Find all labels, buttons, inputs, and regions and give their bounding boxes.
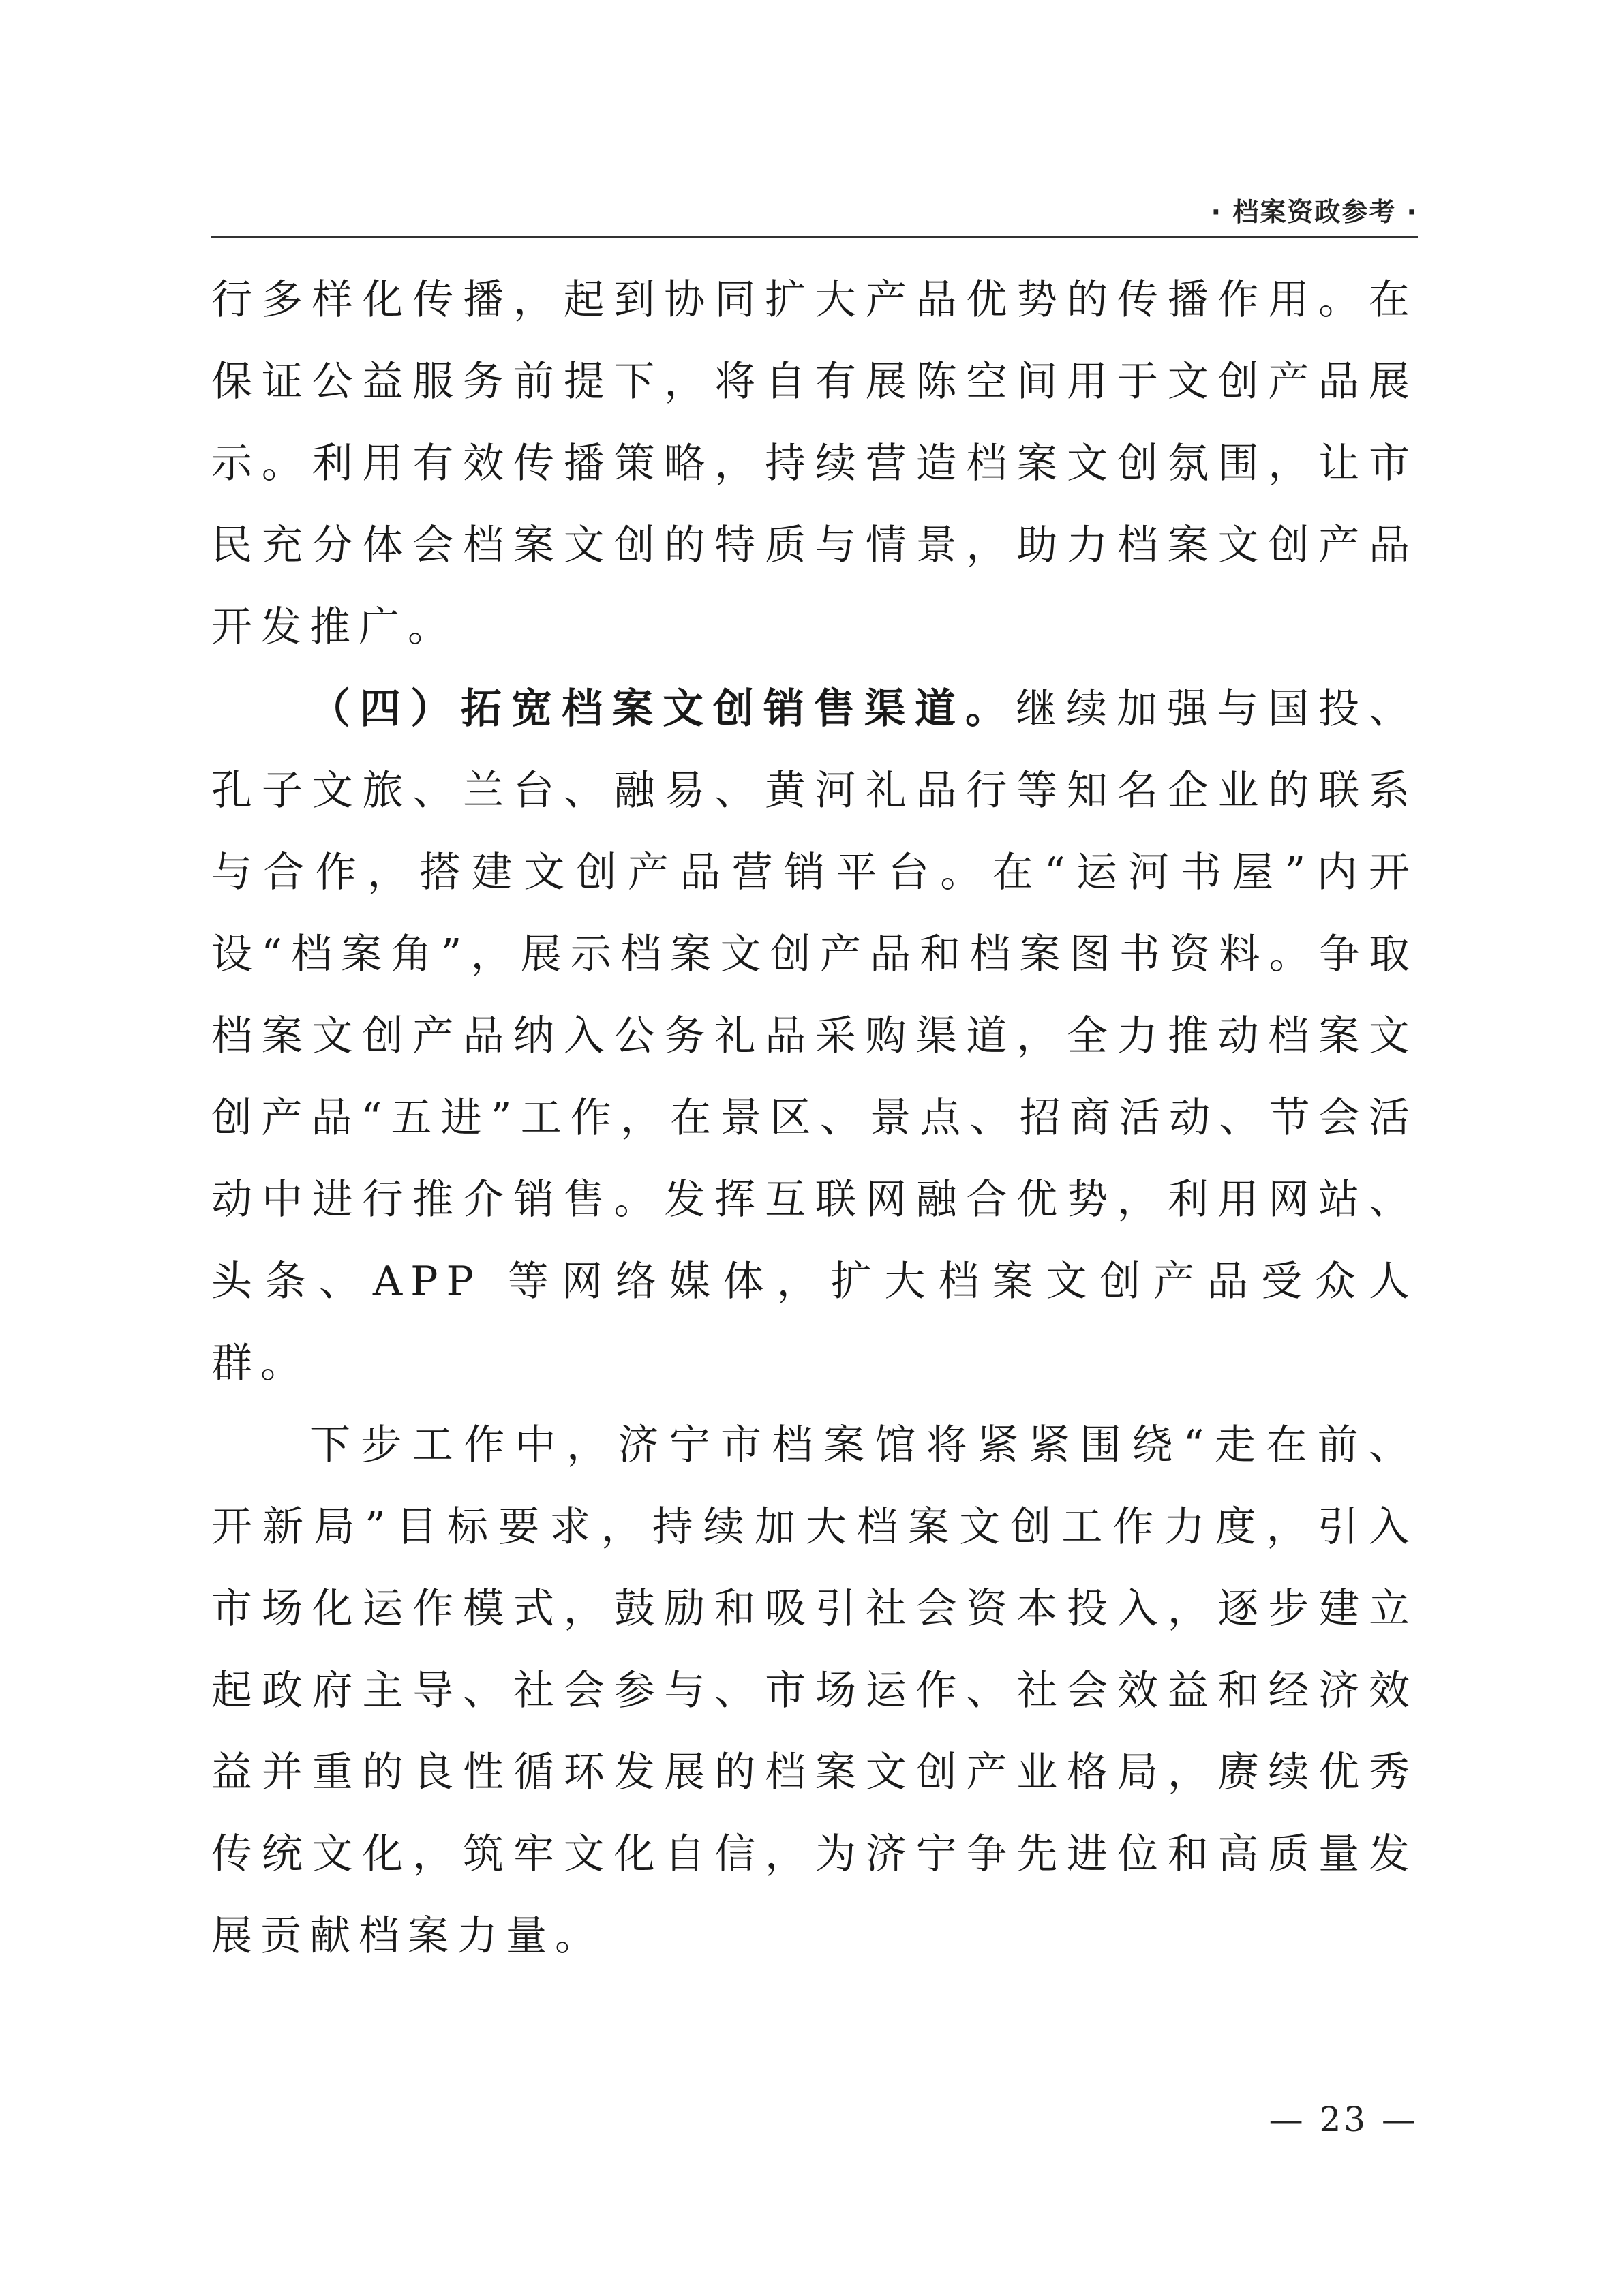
header-title: · 档案资政参考 · <box>1211 197 1418 227</box>
paragraph-continuation <box>211 259 1418 668</box>
paragraph-text: 行多样化传播，起到协同扩大产品优势的传播作用。在保证公益服务前提下，将自有展陈空间用于文创产品展示。利用有效传播策略，持续营造档案文创氛围，让市民充分体会档案文创的特质与情景，助力档案文创产品开发推广。 <box>211 276 1418 651</box>
paragraph-text: 下步工作中，济宁市档案馆将紧紧围绕“走在前、开新局”目标要求，持续加大档案文创工作力度，引入市场化运作模式，鼓励和吸引社会资本投入，逐步建立起政府主导、社会参与、市场运作、社会效益和经济效益并重的良性循环发展的档案文创产业格局，赓续优秀传统文化，筑牢文化自信，为济宁争先进位和高质量发展贡献档案力量。 <box>211 1421 1418 1960</box>
paragraph-next-steps <box>211 1404 1418 1977</box>
running-header <box>211 191 1418 239</box>
page-number: — 23 — <box>1269 2100 1419 2139</box>
paragraph-sales-channels <box>211 668 1418 1404</box>
paragraph-text: 继续加强与国投、孔子文旅、兰台、融易、黄河礼品行等知名企业的联系与合作，搭建文创产品营销平台。在“运河书屋”内开设“档案角”，展示档案文创产品和档案图书资料。争取档案文创产品纳入公务礼品采购渠道，全力推动档案文创产品“五进”工作，在景区、景点、招商活动、节会活动中进行推介销售。发挥互联网融合优势，利用网站、头条、APP 等网络媒体，扩大档案文创产品受众人群。 <box>211 685 1418 1387</box>
paragraph-heading: （四）拓宽档案文创销售渠道。 <box>309 685 1016 733</box>
header-rule <box>211 236 1418 238</box>
body-text <box>211 259 1418 1977</box>
